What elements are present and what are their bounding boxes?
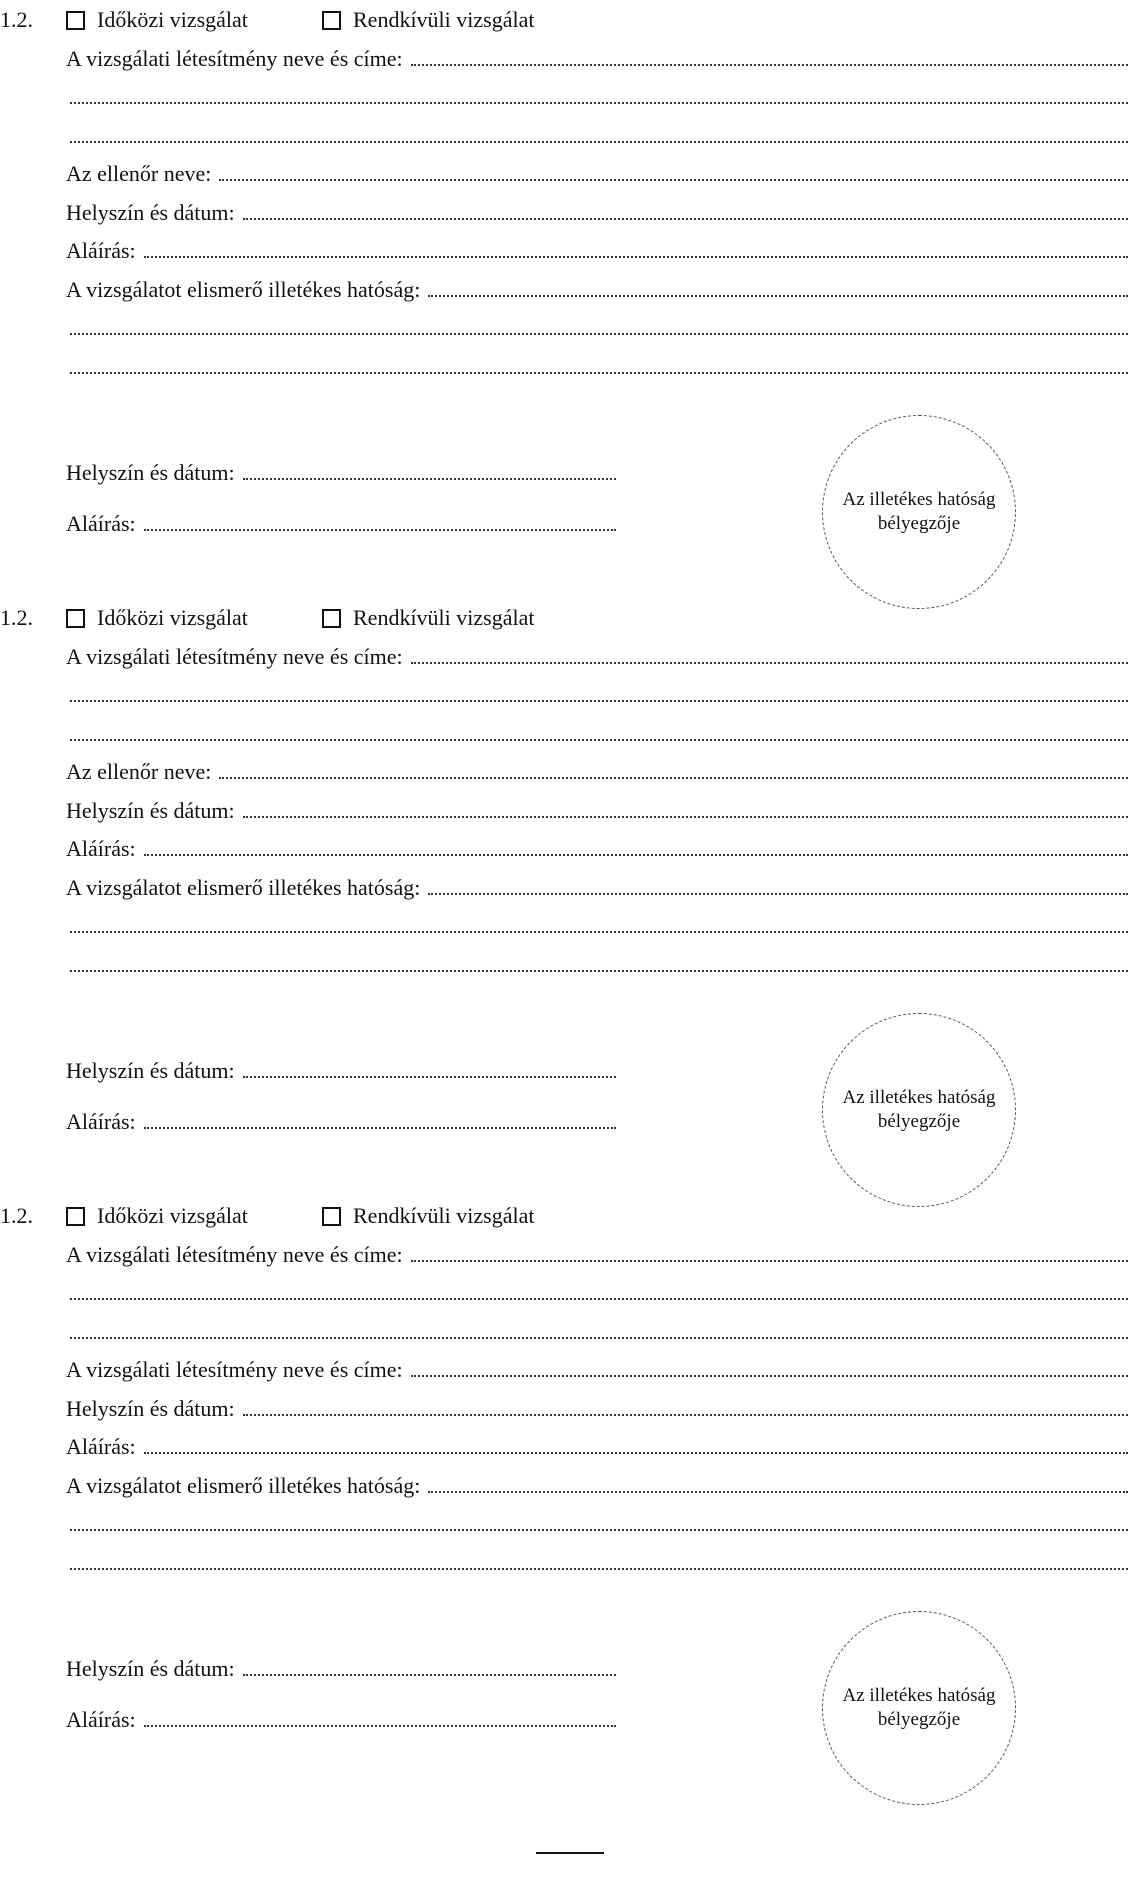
- place-date-label: Helyszín és dátum:: [66, 1396, 235, 1421]
- signature-label: Aláírás:: [66, 836, 136, 861]
- authority-extra-line-1[interactable]: [70, 931, 1128, 933]
- authority-signature-label: Aláírás:: [66, 1707, 136, 1732]
- extraordinary-inspection-label: Rendkívüli vizsgálat: [353, 1203, 535, 1228]
- facility-extra-line-1[interactable]: [70, 700, 1128, 702]
- signature-label: Aláírás:: [66, 238, 136, 263]
- extraordinary-inspection-checkbox[interactable]: [322, 11, 341, 30]
- inspector-field[interactable]: [66, 157, 1128, 187]
- place-date-field[interactable]: [66, 1392, 1128, 1422]
- authority-signature-label: Aláírás:: [66, 1109, 136, 1134]
- authority-place-date-label: Helyszín és dátum:: [66, 460, 235, 485]
- authority-place-date-input-line[interactable]: [243, 1652, 616, 1676]
- authority-signature-input-line[interactable]: [144, 1105, 616, 1129]
- section-header: [0, 604, 800, 632]
- signature-input-line[interactable]: [144, 234, 1128, 258]
- authority-signature-field[interactable]: [66, 1703, 616, 1733]
- stamp-text-line-2: bélyegzője: [877, 1709, 961, 1730]
- authority-place-date-input-line[interactable]: [243, 1054, 616, 1078]
- facility-input-line[interactable]: [411, 1238, 1128, 1262]
- interim-inspection-option[interactable]: [66, 604, 248, 632]
- inspector-input-line[interactable]: [219, 157, 1128, 181]
- facility-input-line[interactable]: [411, 640, 1128, 664]
- section-header: [0, 1202, 800, 1230]
- extraordinary-inspection-option[interactable]: [322, 1202, 534, 1230]
- authority-field[interactable]: [66, 1469, 1128, 1499]
- extraordinary-inspection-checkbox[interactable]: [322, 609, 341, 628]
- authority-place-date-field[interactable]: [66, 1652, 616, 1682]
- stamp-text-line-2: bélyegzője: [877, 1111, 961, 1132]
- signature-field[interactable]: [66, 234, 1128, 264]
- signature-input-line[interactable]: [144, 832, 1128, 856]
- interim-inspection-option[interactable]: [66, 6, 248, 34]
- inspector-label: Az ellenőr neve:: [66, 161, 212, 186]
- inspection-section-1: [0, 0, 1138, 600]
- authority-extra-line-2[interactable]: [70, 372, 1128, 374]
- authority-stamp-area: [822, 1611, 1016, 1805]
- authority-input-line[interactable]: [428, 871, 1128, 895]
- signature-field[interactable]: [66, 832, 1128, 862]
- facility-field[interactable]: [66, 42, 1128, 72]
- authority-extra-line-2[interactable]: [70, 1568, 1128, 1570]
- inspector-label: A vizsgálati létesítmény neve és címe:: [66, 1357, 403, 1382]
- facility-label: A vizsgálati létesítmény neve és címe:: [66, 644, 403, 669]
- inspection-section-3: [0, 1196, 1138, 1796]
- extraordinary-inspection-option[interactable]: [322, 604, 534, 632]
- place-date-field[interactable]: [66, 794, 1128, 824]
- section-number: 1.2.: [0, 605, 33, 630]
- extraordinary-inspection-checkbox[interactable]: [322, 1207, 341, 1226]
- authority-extra-line-1[interactable]: [70, 1529, 1128, 1531]
- authority-extra-line-2[interactable]: [70, 970, 1128, 972]
- place-date-input-line[interactable]: [243, 196, 1128, 220]
- place-date-input-line[interactable]: [243, 794, 1128, 818]
- stamp-text-line-1: Az illetékes hatóság: [842, 1087, 996, 1108]
- authority-place-date-input-line[interactable]: [243, 456, 616, 480]
- interim-inspection-checkbox[interactable]: [66, 11, 85, 30]
- facility-extra-line-2[interactable]: [70, 739, 1128, 741]
- interim-inspection-label: Időközi vizsgálat: [97, 1203, 248, 1228]
- facility-extra-line-2[interactable]: [70, 141, 1128, 143]
- inspector-input-line[interactable]: [219, 755, 1128, 779]
- facility-extra-line-1[interactable]: [70, 102, 1128, 104]
- interim-inspection-label: Időközi vizsgálat: [97, 605, 248, 630]
- footer-rule: [536, 1852, 604, 1854]
- inspector-field[interactable]: [66, 1353, 1128, 1383]
- stamp-text-line-1: Az illetékes hatóság: [842, 1685, 996, 1706]
- signature-label: Aláírás:: [66, 1434, 136, 1459]
- authority-input-line[interactable]: [428, 1469, 1128, 1493]
- section-header: [0, 6, 800, 34]
- extraordinary-inspection-label: Rendkívüli vizsgálat: [353, 7, 535, 32]
- facility-label: A vizsgálati létesítmény neve és címe:: [66, 46, 403, 71]
- authority-signature-input-line[interactable]: [144, 507, 616, 531]
- place-date-label: Helyszín és dátum:: [66, 200, 235, 225]
- extraordinary-inspection-label: Rendkívüli vizsgálat: [353, 605, 535, 630]
- facility-extra-line-1[interactable]: [70, 1298, 1128, 1300]
- section-number: 1.2.: [0, 1203, 33, 1228]
- inspector-field[interactable]: [66, 755, 1128, 785]
- facility-extra-line-2[interactable]: [70, 1337, 1128, 1339]
- authority-signature-input-line[interactable]: [144, 1703, 616, 1727]
- authority-label: A vizsgálatot elismerő illetékes hatóság:: [66, 1473, 421, 1498]
- section-number: 1.2.: [0, 7, 33, 32]
- authority-label: A vizsgálatot elismerő illetékes hatóság:: [66, 875, 421, 900]
- authority-input-line[interactable]: [428, 273, 1128, 297]
- signature-input-line[interactable]: [144, 1430, 1128, 1454]
- authority-field[interactable]: [66, 871, 1128, 901]
- authority-place-date-label: Helyszín és dátum:: [66, 1656, 235, 1681]
- place-date-field[interactable]: [66, 196, 1128, 226]
- extraordinary-inspection-option[interactable]: [322, 6, 534, 34]
- stamp-text-line-1: Az illetékes hatóság: [842, 489, 996, 510]
- authority-signature-label: Aláírás:: [66, 511, 136, 536]
- authority-place-date-field[interactable]: [66, 456, 616, 486]
- interim-inspection-label: Időközi vizsgálat: [97, 7, 248, 32]
- authority-field[interactable]: [66, 273, 1128, 303]
- authority-stamp-area: [822, 415, 1016, 609]
- place-date-input-line[interactable]: [243, 1392, 1128, 1416]
- authority-place-date-label: Helyszín és dátum:: [66, 1058, 235, 1083]
- authority-signature-field[interactable]: [66, 1105, 616, 1135]
- place-date-label: Helyszín és dátum:: [66, 798, 235, 823]
- facility-label: A vizsgálati létesítmény neve és címe:: [66, 1242, 403, 1267]
- authority-label: A vizsgálatot elismerő illetékes hatóság:: [66, 277, 421, 302]
- inspection-section-2: [0, 598, 1138, 1198]
- facility-field[interactable]: [66, 1238, 1128, 1268]
- interim-inspection-checkbox[interactable]: [66, 1207, 85, 1226]
- facility-field[interactable]: [66, 640, 1128, 670]
- inspector-input-line[interactable]: [411, 1353, 1128, 1377]
- interim-inspection-checkbox[interactable]: [66, 609, 85, 628]
- authority-extra-line-1[interactable]: [70, 333, 1128, 335]
- signature-field[interactable]: [66, 1430, 1128, 1460]
- facility-input-line[interactable]: [411, 42, 1128, 66]
- authority-place-date-field[interactable]: [66, 1054, 616, 1084]
- authority-signature-field[interactable]: [66, 507, 616, 537]
- stamp-text-line-2: bélyegzője: [877, 513, 961, 534]
- inspector-label: Az ellenőr neve:: [66, 759, 212, 784]
- authority-stamp-area: [822, 1013, 1016, 1207]
- interim-inspection-option[interactable]: [66, 1202, 248, 1230]
